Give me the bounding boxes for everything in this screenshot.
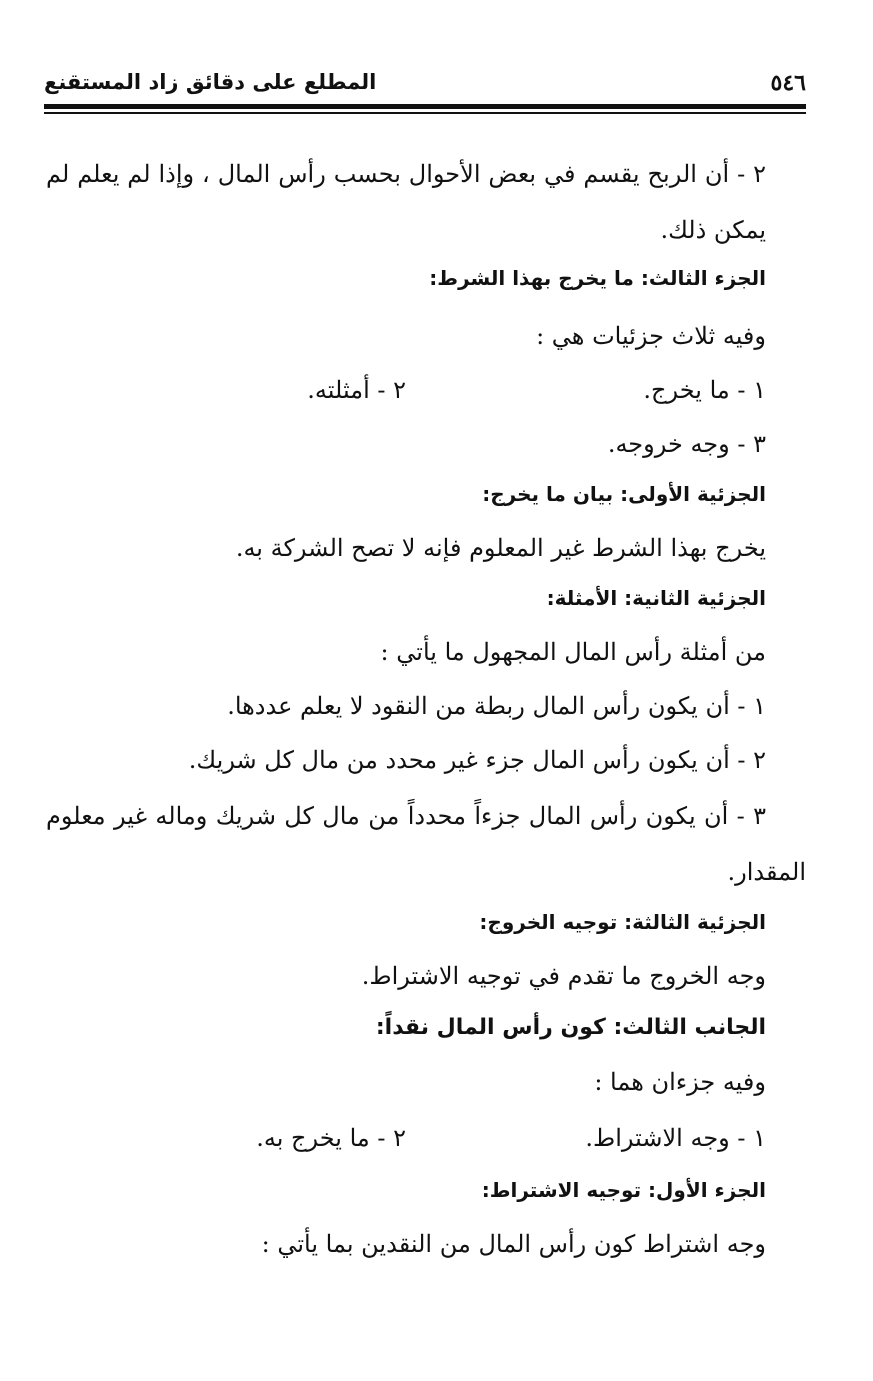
list-item: ٢ - أمثلته. xyxy=(307,376,406,404)
page-number: ٥٤٦ xyxy=(770,70,806,96)
list-pair xyxy=(46,370,766,410)
list-item: ١ - ما يخرج. xyxy=(643,376,766,404)
list-item: ٢ - أن يكون رأس المال جزء غير محدد من مال كل شريك. xyxy=(188,746,766,774)
paragraph-line: من أمثلة رأس المال المجهول ما يأتي : xyxy=(380,638,766,666)
page-header xyxy=(44,62,806,102)
list-item: ١ - أن يكون رأس المال ربطة من النقود لا يعلم عددها. xyxy=(227,692,766,720)
list-item: ٣ - أن يكون رأس المال جزءاً محدداً من مال كل شريك وماله غير معلوم xyxy=(46,802,766,830)
section-heading: الجزئية الأولى: بيان ما يخرج: xyxy=(482,482,766,506)
section-heading: الجزء الثالث: ما يخرج بهذا الشرط: xyxy=(429,266,766,290)
list-item: ٢ - ما يخرج به. xyxy=(256,1124,406,1152)
list-item: ٣ - وجه خروجه. xyxy=(607,430,766,458)
paragraph-line: وجه الخروج ما تقدم في توجيه الاشتراط. xyxy=(361,962,766,990)
running-title: المطلع على دقائق زاد المستقنع xyxy=(44,70,377,94)
section-heading: الجزئية الثانية: الأمثلة: xyxy=(546,586,766,610)
section-heading: الجزئية الثالثة: توجيه الخروج: xyxy=(479,910,766,934)
paragraph-line: يخرج بهذا الشرط غير المعلوم فإنه لا تصح الشركة به. xyxy=(235,534,766,562)
header-rule-thin xyxy=(44,112,806,114)
section-heading: الجانب الثالث: كون رأس المال نقداً: xyxy=(375,1015,766,1040)
paragraph-line: وفيه جزءان هما : xyxy=(594,1068,766,1096)
list-item: ١ - وجه الاشتراط. xyxy=(585,1124,766,1152)
list-pair xyxy=(46,1118,766,1158)
paragraph-line: وفيه ثلاث جزئيات هي : xyxy=(536,322,766,350)
paragraph-line: وجه اشتراط كون رأس المال من النقدين بما يأتي : xyxy=(261,1230,766,1258)
header-rule-thick xyxy=(44,104,806,109)
paragraph-line: يمكن ذلك. xyxy=(660,216,766,244)
section-heading: الجزء الأول: توجيه الاشتراط: xyxy=(481,1178,766,1202)
paragraph-line: ٢ - أن الربح يقسم في بعض الأحوال بحسب رأس المال ، وإذا لم يعلم لم xyxy=(46,160,766,188)
paragraph-line: المقدار. xyxy=(727,858,806,886)
